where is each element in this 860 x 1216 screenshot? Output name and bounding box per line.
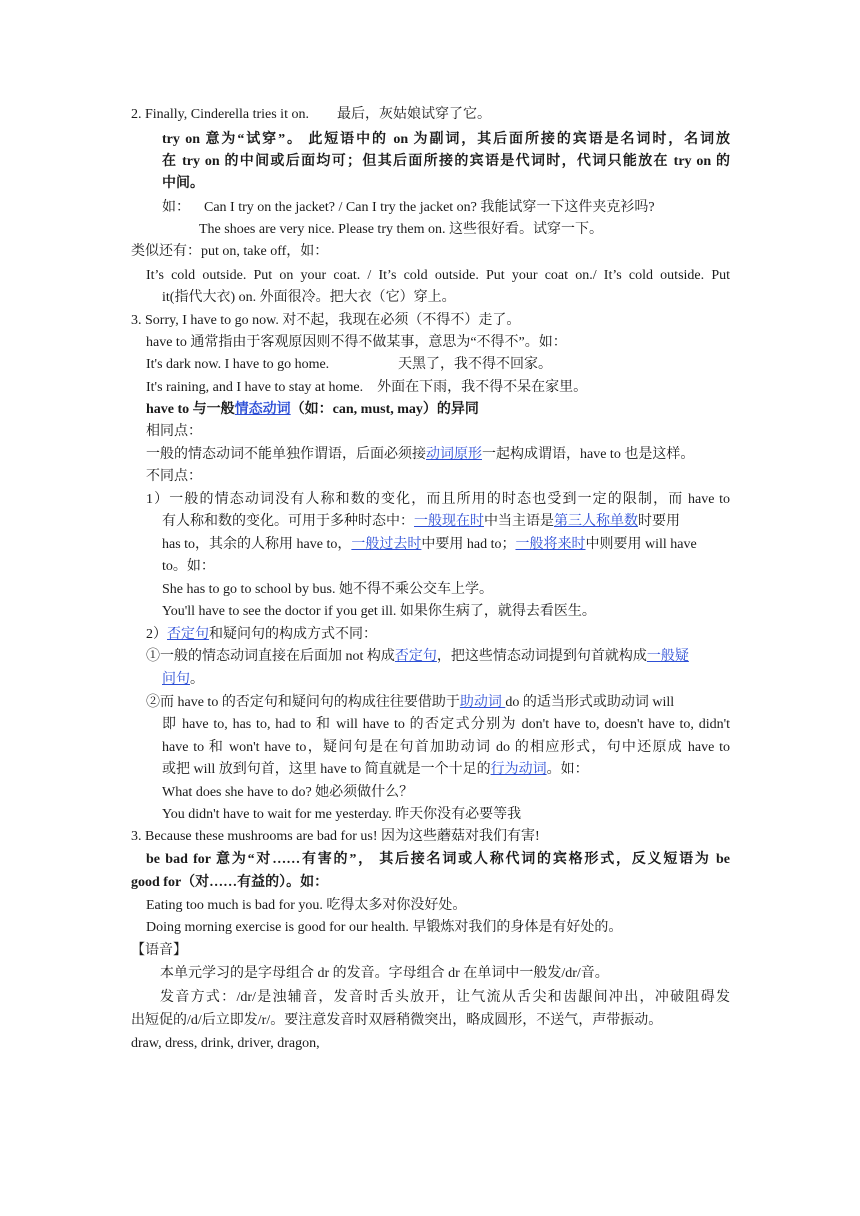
link-auxiliary-verb[interactable]: 助动词	[459, 695, 506, 710]
phonics-heading: 【语音】	[131, 943, 187, 958]
item2-diff1-line3	[162, 534, 697, 556]
item2-sentence: 3. Sorry, I have to go now. 对不起，我现在必须（不得不）走了。	[131, 313, 521, 328]
same-pre: 一般的情态动词不能单独作谓语，后面必须接	[146, 447, 426, 462]
phonics-paragraph2-line2: 出短促的/d/后立即发/r/。要注意发音时双唇稍微突出，略成圆形，不送气，声带振动。	[131, 1013, 663, 1028]
item2-compare-heading	[146, 399, 479, 421]
item2-example2-en: It's raining, and I have to stay at home.	[146, 380, 364, 395]
d1-l3-c: 中则要用 will have	[585, 537, 697, 552]
link-negative-sentence-2[interactable]: 否定句	[394, 649, 437, 664]
link-action-verb[interactable]: 行为动词	[490, 762, 547, 777]
c2-l4-b: 。如：	[546, 762, 589, 777]
c1-a: ①一般的情态动词直接在后面加 not 构成	[146, 649, 395, 664]
item1-coat-line2: it(指代大衣) on. 外面很冷。把大衣（它）穿上。	[162, 290, 456, 305]
item3-sentence: 3. Because these mushrooms are bad for us! 因为这些蘑菇对我们有害!	[131, 829, 540, 844]
item1-coat-line1: It’s cold outside. Put on your coat. / It’s cold outside. Put your coat on./ It’s cold outside. Put	[146, 268, 730, 283]
link-simple-past[interactable]: 一般过去时	[351, 537, 422, 552]
item2-example1-zh: 天黑了，我不得不回家。	[398, 357, 552, 372]
d1-l2-b: 中当主语是	[484, 514, 554, 529]
item3-note-line1: be bad for 意为“对……有害的”， 其后接名词或人称代词的宾格形式，反义短语为 be	[146, 852, 730, 867]
item3-example1: Eating too much is bad for you. 吃得太多对你没好处。	[146, 898, 467, 913]
d2-post: 和疑问句的构成方式不同：	[209, 627, 377, 642]
link-modal-verb[interactable]: 情态动词	[234, 402, 291, 417]
link-simple-future[interactable]: 一般将来时	[515, 537, 586, 552]
item2-explain: have to 通常指由于客观原因则不得不做某事，意思为“不得不”。如：	[146, 335, 567, 350]
item2-diff2-heading	[146, 624, 377, 646]
link-simple-present[interactable]: 一般现在时	[414, 514, 484, 529]
link-negative-sentence[interactable]: 否定句	[167, 627, 209, 642]
d1-l3-a: has to，其余的人称用 have to，	[162, 537, 352, 552]
link-general-question-part1[interactable]: 一般疑	[646, 649, 689, 664]
item2-case2-example1: What does she have to do? 她必须做什么？	[162, 785, 414, 800]
item1-note-line1: try on 意为“试穿”。 此短语中的 on 为副词，其后面所接的宾语是名词时，名词放	[162, 132, 730, 147]
item2-example2-zh: 外面在下雨，我不得不呆在家里。	[377, 380, 588, 395]
item2-diff1-line4: to。如：	[162, 559, 215, 574]
c1-end: 。	[190, 672, 204, 687]
compare-post: （如：can, must, may）的异同	[290, 402, 479, 417]
item1-example1: Can I try on the jacket? / Can I try the jacket on? 我能试穿一下这件夹克衫吗?	[204, 200, 655, 215]
item2-case2-line1	[146, 692, 674, 714]
item2-example1-line	[146, 354, 552, 376]
item2-case1-line2	[162, 669, 204, 691]
item2-case2-line2: 即 have to, has to, had to 和 will have to 的否定式分别为 don't have to, doesn't have to, didn't	[162, 717, 730, 732]
item3-note-line2: good for（对……有益的）。如：	[131, 875, 329, 890]
link-general-question-part2[interactable]: 问句	[162, 672, 190, 687]
item2-example1-en: It's dark now. I have to go home.	[146, 357, 330, 372]
phonics-words: draw, dress, drink, driver, dragon,	[131, 1036, 320, 1051]
item3-example2: Doing morning exercise is good for our health. 早锻炼对我们的身体是有好处的。	[146, 920, 623, 935]
compare-pre: have to 与一般	[146, 402, 235, 417]
item1-translation: 最后，灰姑娘试穿了它。	[336, 107, 491, 122]
item2-case1-line1	[146, 646, 689, 668]
phonics-paragraph1: 本单元学习的是字母组合 dr 的发音。字母组合 dr 在单词中一般发/dr/音。	[160, 966, 609, 981]
item1-sentence: 2. Finally, Cinderella tries it on.	[131, 107, 309, 122]
same-post: 一起构成谓语，have to 也是这样。	[482, 447, 695, 462]
item1-note-line2: 在 try on 的中间或后面均可；但其后面所接的宾语是代词时，代词只能放在 try on 的	[162, 154, 730, 169]
phonics-paragraph2-line1: 发音方式：/dr/是浊辅音，发音时舌头放开，让气流从舌尖和齿龈间冲出，冲破阻碍发	[160, 990, 730, 1005]
c2-l4-a: 或把 will 放到句首，这里 have to 简直就是一个十足的	[162, 762, 491, 777]
link-verb-base-form[interactable]: 动词原形	[426, 447, 482, 462]
item2-diff1-line2	[162, 511, 680, 533]
item2-case2-line3: have to 和 won't have to，疑问句是在句首加助动词 do 的相应形式，句中还原成 have to	[162, 740, 730, 755]
item2-diff-label: 不同点：	[146, 469, 202, 484]
item2-example2-line	[146, 377, 587, 399]
c1-b: ，把这些情态动词提到句首就构成	[436, 649, 647, 664]
item1-similar: 类似还有：put on, take off，如：	[131, 244, 329, 259]
item2-case2-line4	[162, 759, 589, 781]
item1-sentence-line	[131, 104, 491, 126]
example-label: 如：	[162, 200, 190, 215]
item1-example2: The shoes are very nice. Please try them on. 这些很好看。试穿一下。	[199, 222, 603, 237]
item2-case2-example2: You didn't have to wait for me yesterday. 昨天你没有必要等我	[162, 807, 522, 822]
item1-note-line3: 中间。	[162, 176, 204, 191]
item2-same-line	[146, 444, 694, 466]
c2-a: ②而 have to 的否定句和疑问句的构成往往要借助于	[146, 695, 460, 710]
item1-example1-line	[162, 197, 655, 219]
d2-pre: 2）	[146, 627, 167, 642]
c2-b: do 的适当形式或助动词 will	[505, 695, 675, 710]
item2-diff1-example1: She has to go to school by bus. 她不得不乘公交车上学。	[162, 582, 493, 597]
d1-l2-a: 有人称和数的变化。可用于多种时态中：	[162, 514, 414, 529]
item2-diff1-line1: 1）一般的情态动词没有人称和数的变化，而且所用的时态也受到一定的限制，而 have to	[146, 492, 730, 507]
d1-l2-c: 时要用	[638, 514, 680, 529]
d1-l3-b: 中要用 had to；	[421, 537, 516, 552]
item2-same-label: 相同点：	[146, 424, 202, 439]
item2-diff1-example2: You'll have to see the doctor if you get ill. 如果你生病了，就得去看医生。	[162, 604, 596, 619]
link-third-person-singular[interactable]: 第三人称单数	[554, 514, 638, 529]
